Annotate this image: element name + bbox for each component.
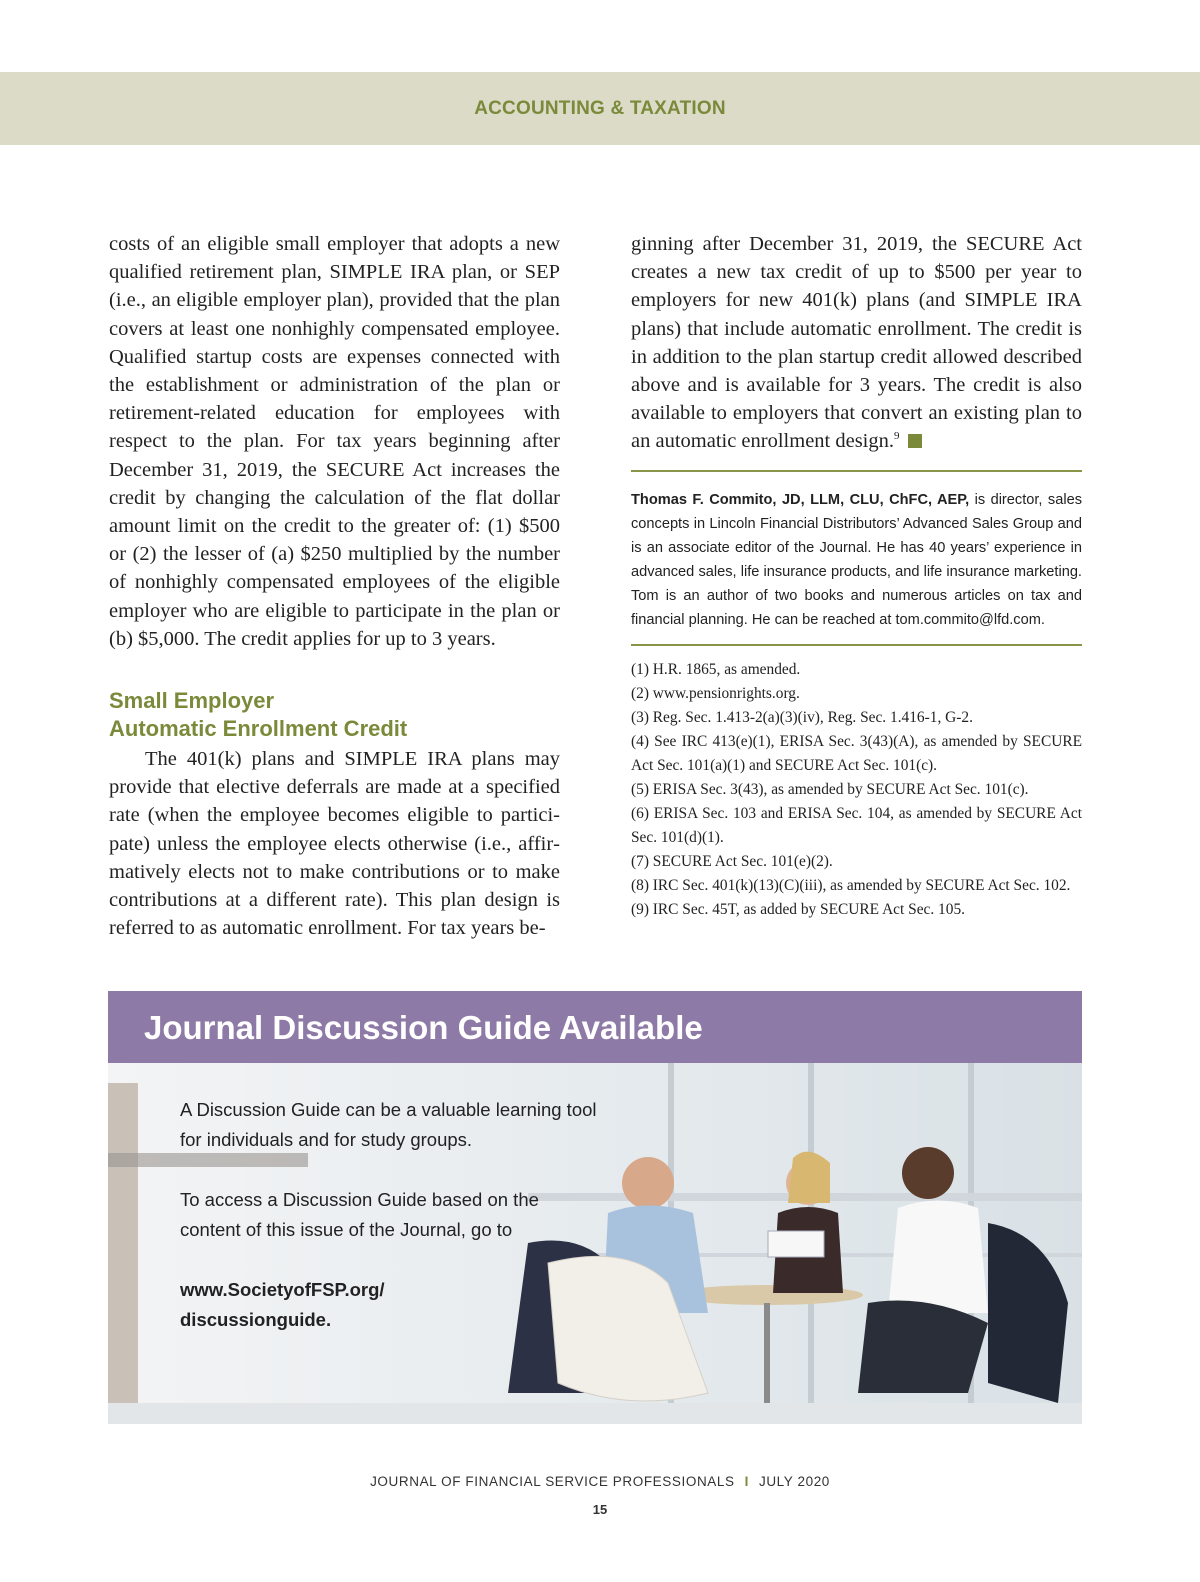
divider: [631, 644, 1082, 646]
end-of-article-icon: [908, 434, 922, 448]
body-paragraph: ginning after December 31, 2019, the SECURE Act creates a new tax credit of up to $500 per year to employers for new 401(k) plans (and SIMPLE IRA plans) that include automatic enrollment. The credit is in addition to the plan startup credit allowed described above and is available for 3 years. The credit is also available to employers that convert an existing plan to an automatic enrollment design.$^9$: [631, 233, 1082, 453]
journal-name: JOURNAL OF FINANCIAL SERVICE PROFESSIONALS: [370, 1474, 735, 1489]
footnotes: [631, 658, 1082, 922]
footnote: (7) SECURE Act Sec. 101(e)(2).: [631, 852, 833, 870]
author-name: Thomas F. Commito, JD, LLM, CLU, ChFC, AEP,: [631, 491, 970, 508]
discussion-guide-link[interactable]: www.SocietyofFSP.org/ discussionguide.: [180, 1279, 385, 1330]
right-column: [631, 230, 1082, 922]
footnote: (6) ERISA Sec. 103 and ERISA Sec. 104, as amended by SECURE Act Sec. 101(d)(1).: [631, 804, 1082, 846]
issue-date: JULY 2020: [758, 1474, 830, 1489]
footer-separator: I: [744, 1474, 749, 1489]
discussion-guide-promo: [108, 991, 1082, 1424]
footnote: (8) IRC Sec. 401(k)(13)(C)(iii), as amended by SECURE Act Sec. 102.: [631, 876, 1071, 894]
author-bio: Thomas F. Commito, JD, LLM, CLU, ChFC, AEP, is director, sales concepts in Lincoln Financial Distributors’ Advanced Sales Group and is an associate editor of the Journal. He has 40 years’ experience in advanced sales, life insurance products, and life insurance marketing. Tom is an author of two books and numerous articles on tax and financial planning. He can be reached at tom.commito@lfd.com.: [631, 491, 1083, 628]
footnote: (4) See IRC 413(e)(1), ERISA Sec. 3(43)(A), as amended by SECURE Act Sec. 101(a)(1) and SECURE Act Sec. 101(c).: [631, 732, 1082, 774]
footnote: (9) IRC Sec. 45T, as added by SECURE Act Sec. 105.: [631, 900, 965, 918]
subheading: Small Employer Automatic Enrollment Credit: [109, 688, 408, 742]
body-paragraph: The 401(k) plans and SIMPLE IRA plans may provide that elective deferrals are made at a specified rate (when the employee becomes eligible to participate) unless the employee elects otherwise (i.e., affirmatively elects not to make contributions or to make contributions at a different rate). This plan design is referred to as automatic enrollment. For tax years be-: [109, 748, 560, 940]
page-footer: [0, 1474, 1200, 1489]
section-title: ACCOUNTING & TAXATION: [474, 98, 726, 119]
promo-text: A Discussion Guide can be a valuable learning tool for individuals and for study groups. To access a Discussion Guide based on the content of this issue of the Journal, go to www.SocietyofFSP.org/ discussionguide.: [180, 1095, 600, 1335]
footnote-ref: 9: [894, 430, 900, 443]
footnote: (5) ERISA Sec. 3(43), as amended by SECURE Act Sec. 101(c).: [631, 780, 1029, 798]
footnote: (2) www.pensionrights.org.: [631, 684, 800, 702]
left-column: [109, 230, 560, 942]
body-paragraph: costs of an eligible small employer that adopts a new qualified retirement plan, SIMPLE IRA plan, or SEP (i.e., an eligible employer plan), provided that the plan covers at least one nonhighly compensated employee. Qualified startup costs are expenses connected with the establishment or administration of the plan or retirement-related education for employees with respect to the plan. For tax years beginning after December 31, 2019, the SECURE Act increases the credit by changing the calculation of the flat dollar amount limit on the credit to the greater of: (1) $500 or (2) the lesser of (a) $250 multiplied by the number of nonhighly compensated employees of the eligible employer who are eligible to participate in the plan or (b) $5,000. The credit applies for up to 3 years.: [109, 233, 560, 650]
page-number: 15: [592, 1502, 608, 1517]
divider: [631, 470, 1082, 472]
footnote: (3) Reg. Sec. 1.413-2(a)(3)(iv), Reg. Sec. 1.416-1, G-2.: [631, 708, 973, 726]
footnote: (1) H.R. 1865, as amended.: [631, 660, 801, 678]
promo-title: Journal Discussion Guide Available: [144, 1009, 703, 1046]
